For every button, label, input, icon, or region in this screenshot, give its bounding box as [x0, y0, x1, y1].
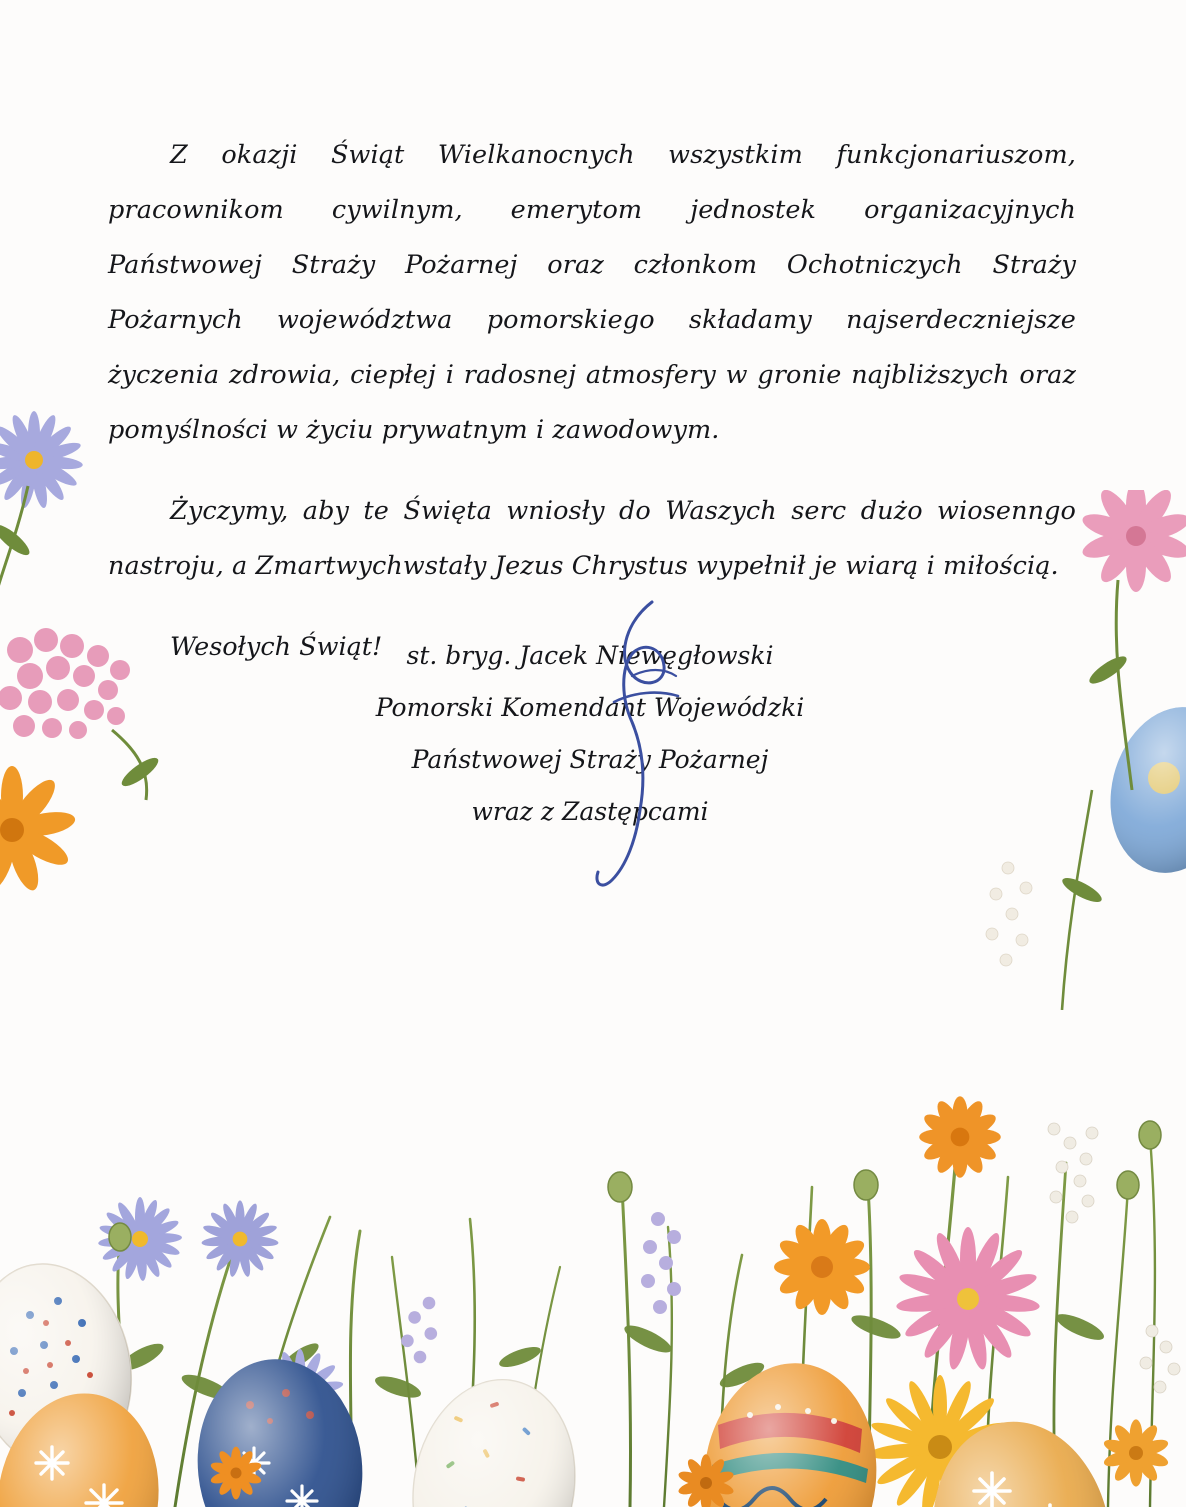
golden-egg-with-white-starbursts	[915, 1407, 1129, 1507]
purple-aster	[98, 1197, 345, 1437]
white-egg-with-blue-red-folk-pattern	[0, 1249, 150, 1485]
signer-title-line-3: wraz z Zastępcami	[471, 797, 709, 826]
signer-name: st. bryg. Jacek Niewęgłowski	[406, 641, 774, 670]
letter-text-block	[108, 128, 1076, 675]
orange-egg-with-red-and-teal-bands	[693, 1355, 888, 1507]
light-blue-egg	[1094, 693, 1186, 886]
signature-block	[300, 630, 880, 838]
greeting-exclamation: Wesołych Świąt!	[170, 632, 383, 662]
orange-gerbera	[209, 1419, 1170, 1507]
bottom-decoration-photo	[0, 887, 1186, 1507]
pink-daisy	[896, 1227, 1041, 1371]
yellow-daisy	[868, 1375, 1013, 1507]
orange-egg-with-white-snowflakes	[0, 1383, 172, 1507]
orange-gerbera	[774, 1096, 1001, 1315]
paragraph-greeting-second: Życzymy, aby te Święta wniosły do Waszych serc dużo wiosenngo nastroju, a Zmartwychwstały Jezus Chrystus wypełnił je wiarą i miłością.	[108, 496, 1076, 581]
navy-blue-egg-with-white-flowers	[187, 1351, 373, 1507]
paragraph-greeting-main: Z okazji Świąt Wielkanocnych wszystkim funkcjonariuszom, pracownikom cywilnym, emerytom jednostek organizacyjnych Państwowej Straży Pożarnej oraz członkom Ochotniczych Straży Pożarnych województwa pomorskiego składamy najserdeczniejsze życzenia zdrowia, ciepłej i radosnej atmosfery w gronie najbliższych oraz pomyślności w życiu prywatnym i zawodowym.	[108, 140, 1076, 445]
signer-title-line-1: Pomorski Komendant Wojewódzki	[375, 693, 805, 722]
signer-title-line-2: Państwowej Straży Pożarnej	[411, 745, 769, 774]
white-egg-with-confetti-sprinkles	[396, 1367, 591, 1507]
